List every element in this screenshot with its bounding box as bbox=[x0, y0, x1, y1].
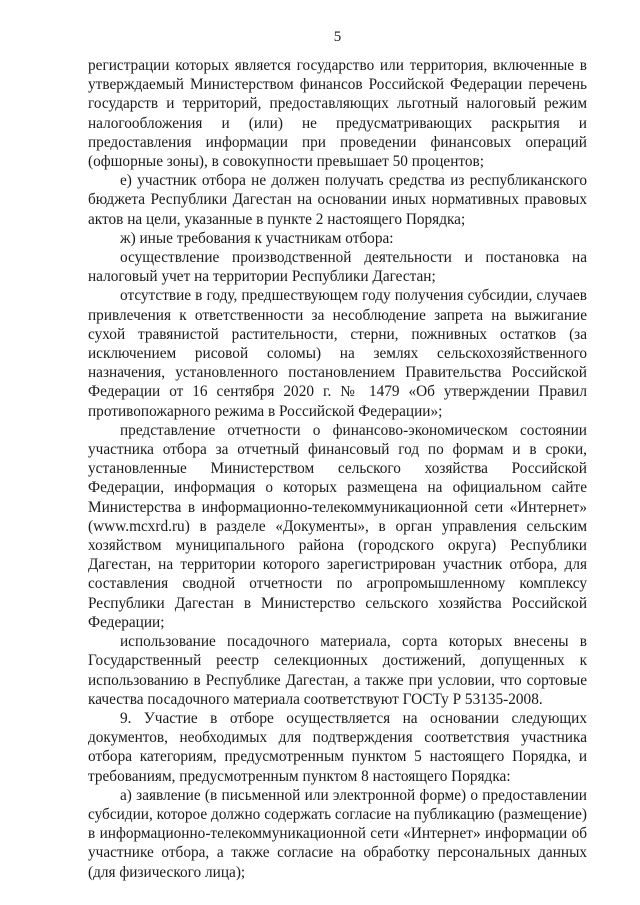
paragraph-production-activity: осуществление производственной деятельности и постановка на налоговый учет на территории Республики Дагестан; bbox=[88, 249, 587, 286]
paragraph-item-e: е) участник отбора не должен получать средства из республиканского бюджета Республики Дагестан на основании иных нормативных правовых актов на цели, указанные в пункте 2 настоящего Порядка; bbox=[88, 172, 587, 228]
paragraph-item-9: 9. Участие в отборе осуществляется на основании следующих документов, необходимых для подтверждения соответствия участника отбора категориям, предусмотренным пунктом 5 настоящего Порядка, и требованиям, предусмотренным пунктом 8 настоящего Порядка: bbox=[88, 709, 587, 785]
paragraph-planting-material: использование посадочного материала, сорта которых внесены в Государственный реестр селекционных достижений, допущенных к использованию в Республике Дагестан, а также при условии, что сортовые качества посадочного материала соответствуют ГОСТу Р 53135-2008. bbox=[88, 633, 587, 708]
page-number: 5 bbox=[333, 29, 342, 45]
paragraph-offshore-continuation: регистрации которых является государство или территория, включенные в утверждаемый Министерством финансов Российской Федерации перечень государств и территорий, предоставляющих льготный налоговый режим налогообложения и (или) не предусматривающих раскрытия и предоставления информации при проведении финансовых операций (офшорные зоны), в совокупности превышает 50 процентов; bbox=[88, 57, 587, 171]
paragraph-item-a: а) заявление (в письменной или электронной форме) о предоставлении субсидии, которое должно содержать согласие на публикацию (размещение) в информационно-телекоммуникационной сети «Интернет» информации об участнике отбора, а также согласие на обработку персональных данных (для физического лица); bbox=[88, 786, 587, 881]
paragraph-financial-reporting: представление отчетности о финансово-экономическом состоянии участника отбора за отчетный финансовый год по формам и в сроки, установленные Министерством сельского хозяйства Российской Федерации, информация о которых размещена на официальном сайте Министерства в информационно-телекоммуникационной сети «Интернет» (www.mcxrd.ru) в разделе «Документы», в орган управления сельским хозяйством муниципального района (городского округа) Республики Дагестан, на территории которого зарегистрирован участник отбора, для составления сводной отчетности по агропромышленному комплексу Республики Дагестан в Министерство сельского хозяйства Российской Федерации; bbox=[88, 421, 587, 631]
paragraph-item-zh: ж) иные требования к участникам отбора: bbox=[120, 229, 394, 247]
paragraph-no-burning-liability: отсутствие в году, предшествующем году получения субсидии, случаев привлечения к ответственности за несоблюдение запрета на выжигание сухой травянистой растительности, стерни, пожнивных остатков (за исключением рисовой соломы) на землях сельскохозяйственного назначения, установленного постановлением Правительства Российской Федерации от 16 сентября 2020 г. № 1479 «Об утверждении Правил противопожарного режима в Российской Федерации»; bbox=[88, 287, 587, 420]
